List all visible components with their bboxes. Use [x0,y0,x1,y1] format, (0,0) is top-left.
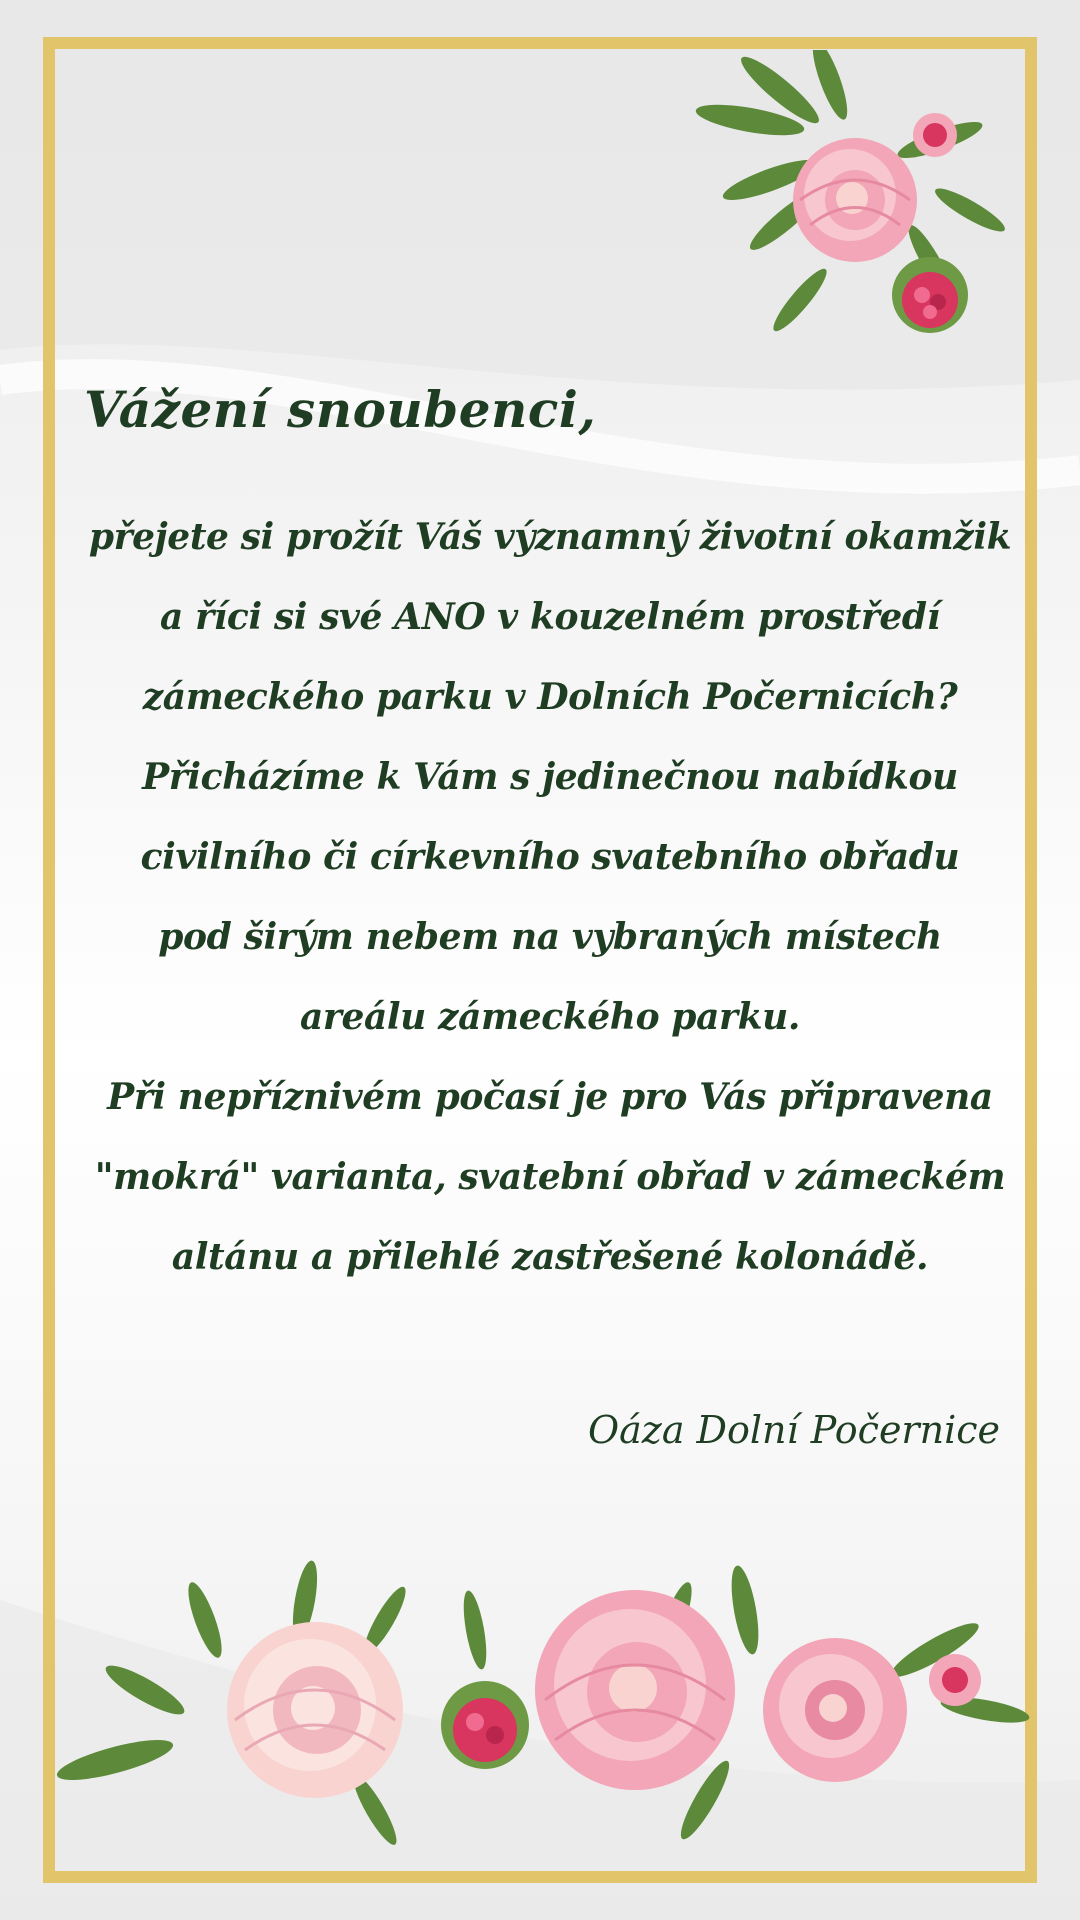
invitation-text [70,380,1030,1297]
body-line: "mokrá" varianta, svatební obřad v zámeckém [94,1156,1006,1198]
signature: Oáza Dolní Počernice [587,1408,1000,1452]
body-line: civilního či církevního svatebního obřadu [140,836,960,878]
body-line: a říci si své ANO v kouzelném prostředí [160,596,940,638]
body-line: Přicházíme k Vám s jedinečnou nabídkou [142,756,958,798]
body-line: altánu a přilehlé zastřešené kolonádě. [171,1236,929,1278]
body-line: areálu zámeckého parku. [299,996,801,1038]
peony-bouquet-icon [690,50,1030,370]
body-line: zámeckého parku v Dolních Počernicích? [142,676,958,718]
body-line: přejete si prožít Váš významný životní okamžik [88,516,1012,558]
salutation: Vážení snoubenci, [84,380,597,439]
peony-garland-icon [55,1560,1045,1860]
body-line: Při nepříznivém počasí je pro Vás připravena [107,1076,993,1118]
body-line: pod širým nebem na vybraných místech [158,916,942,958]
